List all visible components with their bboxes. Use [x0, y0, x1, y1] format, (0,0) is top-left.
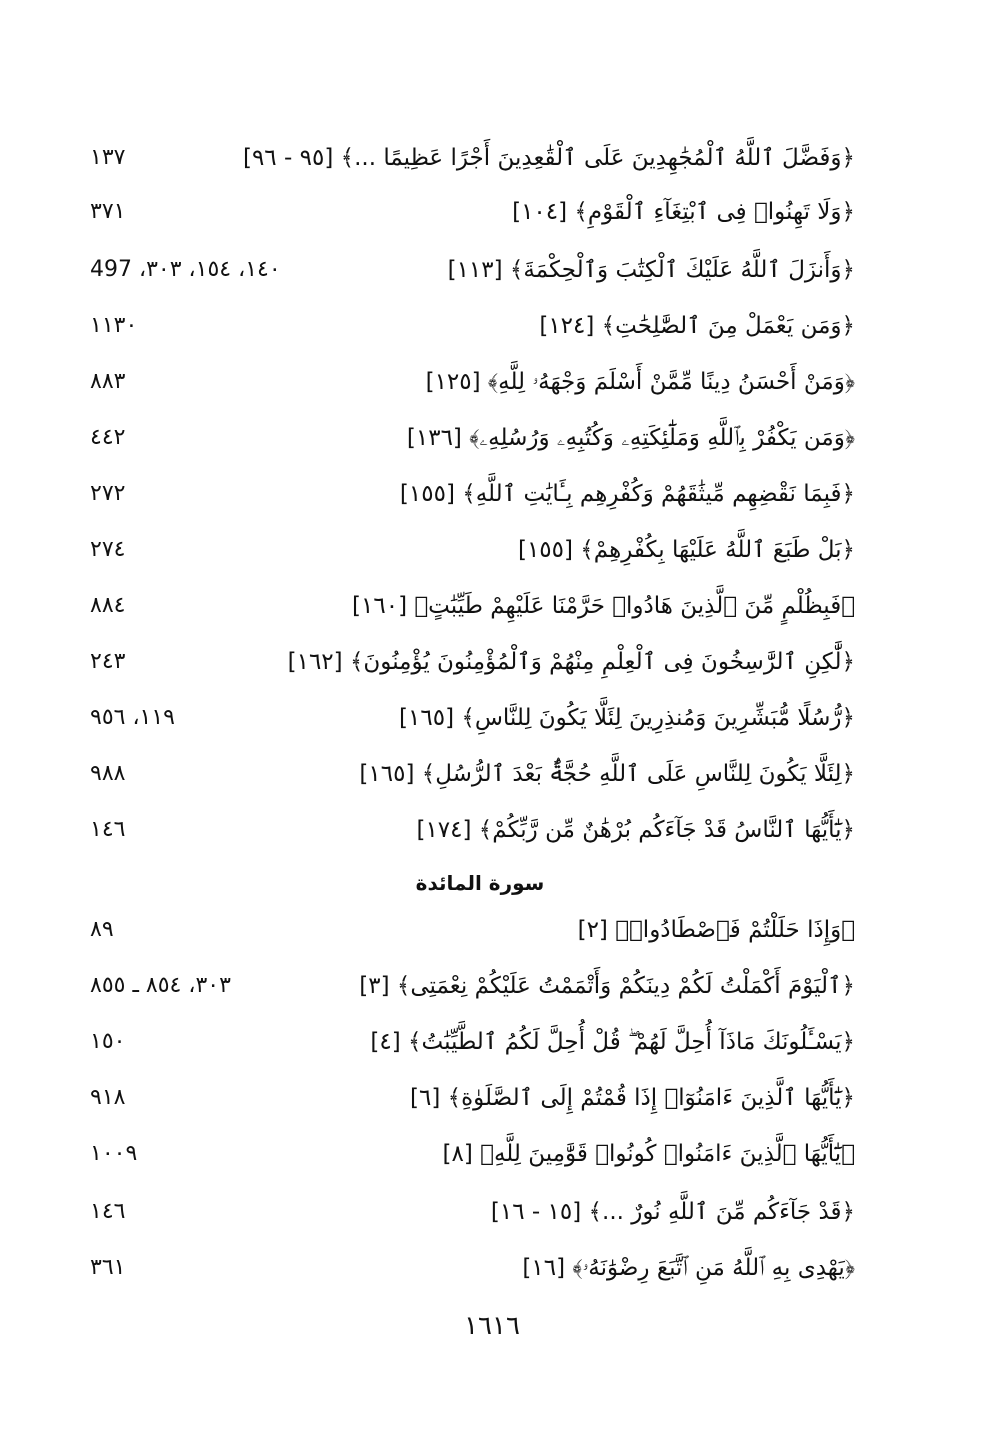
index-entry	[90, 1134, 855, 1174]
page-references: ٢٤٣	[90, 649, 126, 674]
verse-text: ﴿يَٰٓأَيُّهَا ٱلَّذِينَ ءَامَنُوٓا۟ إِذَا قُمْتُمْ إِلَى ٱلصَّلَوٰةِ﴾ [٦]	[410, 1085, 855, 1111]
index-entry	[90, 418, 855, 458]
verse-text: ﴿وَلَا تَهِنُوا۟ فِى ٱبْتِغَآءِ ٱلْقَوْمِ﴾ [١٠٤]	[512, 199, 855, 225]
page-references: ٩١٨	[90, 1085, 126, 1110]
index-entry	[90, 586, 855, 626]
index-entry	[90, 1248, 855, 1288]
page-references: ٤٤٢	[90, 425, 126, 450]
verse-text: ﴿وَمَن يَعْمَلْ مِنَ ٱلصَّٰلِحَٰتِ﴾ [١٢٤]	[539, 313, 855, 339]
page-references: ١٤٦	[90, 817, 126, 842]
index-entry	[90, 754, 855, 794]
index-entry	[90, 810, 855, 850]
verse-text: ﴿بَلْ طَبَعَ ٱللَّهُ عَلَيْهَا بِكُفْرِهِمْ﴾ [١٥٥]	[517, 537, 855, 563]
index-entry	[90, 250, 855, 290]
index-entry	[90, 474, 855, 514]
verse-text: ﴿لَّٰكِنِ ٱلرَّٰسِخُونَ فِى ٱلْعِلْمِ مِنْهُمْ وَٱلْمُؤْمِنُونَ يُؤْمِنُونَ﴾ [١٦٢]	[287, 649, 855, 675]
index-entry	[90, 530, 855, 570]
index-entry	[90, 698, 855, 738]
page-references: ٢٧٤	[90, 537, 126, 562]
index-entry	[90, 1192, 855, 1232]
page-references: ١١٣٠	[90, 313, 138, 338]
page-references: ١٥٠	[90, 1029, 126, 1054]
page-references: ٣٠٣، ٨٥٤ ـ ٨٥٥	[90, 973, 231, 998]
index-entry	[90, 1078, 855, 1118]
index-entry	[90, 642, 855, 682]
page-references: ٨٩	[90, 917, 114, 942]
verse-text: ﴿فَبِمَا نَقْضِهِم مِّيثَٰقَهُمْ وَكُفْرِهِم بِـَٔايَٰتِ ٱللَّهِ﴾ [١٥٥]	[399, 481, 855, 507]
verse-text: ﴿يَٰٓأَيُّهَا ٱلَّذِينَ ءَامَنُوا۟ كُونُوا۟ قَوَّٰمِينَ لِلَّهِ﴾ [٨]	[442, 1141, 855, 1167]
page-references: ١١٩، ٩٥٦	[90, 705, 175, 730]
verse-text: ﴿يَسْـَٔلُونَكَ مَاذَآ أُحِلَّ لَهُمْ ۖ قُلْ أُحِلَّ لَكُمُ ٱلطَّيِّبَٰتُ﴾ [٤]	[370, 1029, 855, 1055]
page-references: ١٤٠، ١٥٤، ٣٠٣، 497	[90, 257, 281, 282]
index-entry	[90, 1022, 855, 1062]
page-references: ٢٧٢	[90, 481, 126, 506]
index-entry	[90, 192, 855, 232]
section-heading: سورة المائدة	[415, 871, 545, 895]
verse-text: ﴿وَفَضَّلَ ٱللَّهُ ٱلْمُجَٰهِدِينَ عَلَى ٱلْقَٰعِدِينَ أَجْرًا عَظِيمًا ...﴾ [٩٥ - ٩٦]	[242, 145, 855, 171]
page-number: ١٦١٦	[464, 1311, 520, 1341]
verse-text: ﴿قَدْ جَآءَكُم مِّنَ ٱللَّهِ نُورٌ ...﴾ [١٥ - ١٦]	[490, 1199, 855, 1225]
verse-text: ﴿يَهْدِى بِهِ ٱللَّهُ مَنِ ٱتَّبَعَ رِضْوَٰنَهُۥ﴾ [١٦]	[522, 1255, 855, 1281]
page-references: ٣٦١	[90, 1255, 126, 1280]
index-entry	[90, 910, 855, 950]
verse-text: ﴿وَأَنزَلَ ٱللَّهُ عَلَيْكَ ٱلْكِتَٰبَ وَٱلْحِكْمَةَ﴾ [١١٣]	[447, 257, 855, 283]
verse-text: ﴿وَمَنْ أَحْسَنُ دِينًا مِّمَّنْ أَسْلَمَ وَجْهَهُۥ لِلَّهِ﴾ [١٢٥]	[425, 369, 855, 395]
page-references: ٣٧١	[90, 199, 126, 224]
page-references: ١٠٠٩	[90, 1141, 138, 1166]
page-references: ٩٨٨	[90, 761, 126, 786]
verse-text: ﴿رُّسُلًا مُّبَشِّرِينَ وَمُنذِرِينَ لِئَلَّا يَكُونَ لِلنَّاسِ﴾ [١٦٥]	[399, 705, 855, 731]
verse-text: ﴿لِئَلَّا يَكُونَ لِلنَّاسِ عَلَى ٱللَّهِ حُجَّةٌۢ بَعْدَ ٱلرُّسُلِ﴾ [١٦٥]	[359, 761, 855, 787]
verse-text: ﴿وَإِذَا حَلَلْتُمْ فَٱصْطَادُوا۟﴾ [٢]	[577, 917, 855, 943]
verse-text: ﴿وَمَن يَكْفُرْ بِٱللَّهِ وَمَلَٰٓئِكَتِهِۦ وَكُتُبِهِۦ وَرُسُلِهِۦ﴾ [١٣٦]	[406, 425, 855, 451]
index-entry	[90, 138, 855, 178]
index-entry	[90, 966, 855, 1006]
index-entry	[90, 306, 855, 346]
index-entry	[90, 362, 855, 402]
verse-text: ﴿يَٰٓأَيُّهَا ٱلنَّاسُ قَدْ جَآءَكُم بُرْهَٰنٌ مِّن رَّبِّكُمْ﴾ [١٧٤]	[416, 817, 855, 843]
verse-text: ﴿فَبِظُلْمٍ مِّنَ ٱلَّذِينَ هَادُوا۟ حَرَّمْنَا عَلَيْهِمْ طَيِّبَٰتٍ﴾ [١٦٠]	[352, 593, 855, 619]
page-references: ١٤٦	[90, 1199, 126, 1224]
page-references: ٨٨٣	[90, 369, 126, 394]
verse-text: ﴿ٱلْيَوْمَ أَكْمَلْتُ لَكُمْ دِينَكُمْ وَأَتْمَمْتُ عَلَيْكُمْ نِعْمَتِى﴾ [٣]	[359, 973, 855, 999]
page-references: ٨٨٤	[90, 593, 126, 618]
page-references: ١٣٧	[90, 145, 126, 170]
